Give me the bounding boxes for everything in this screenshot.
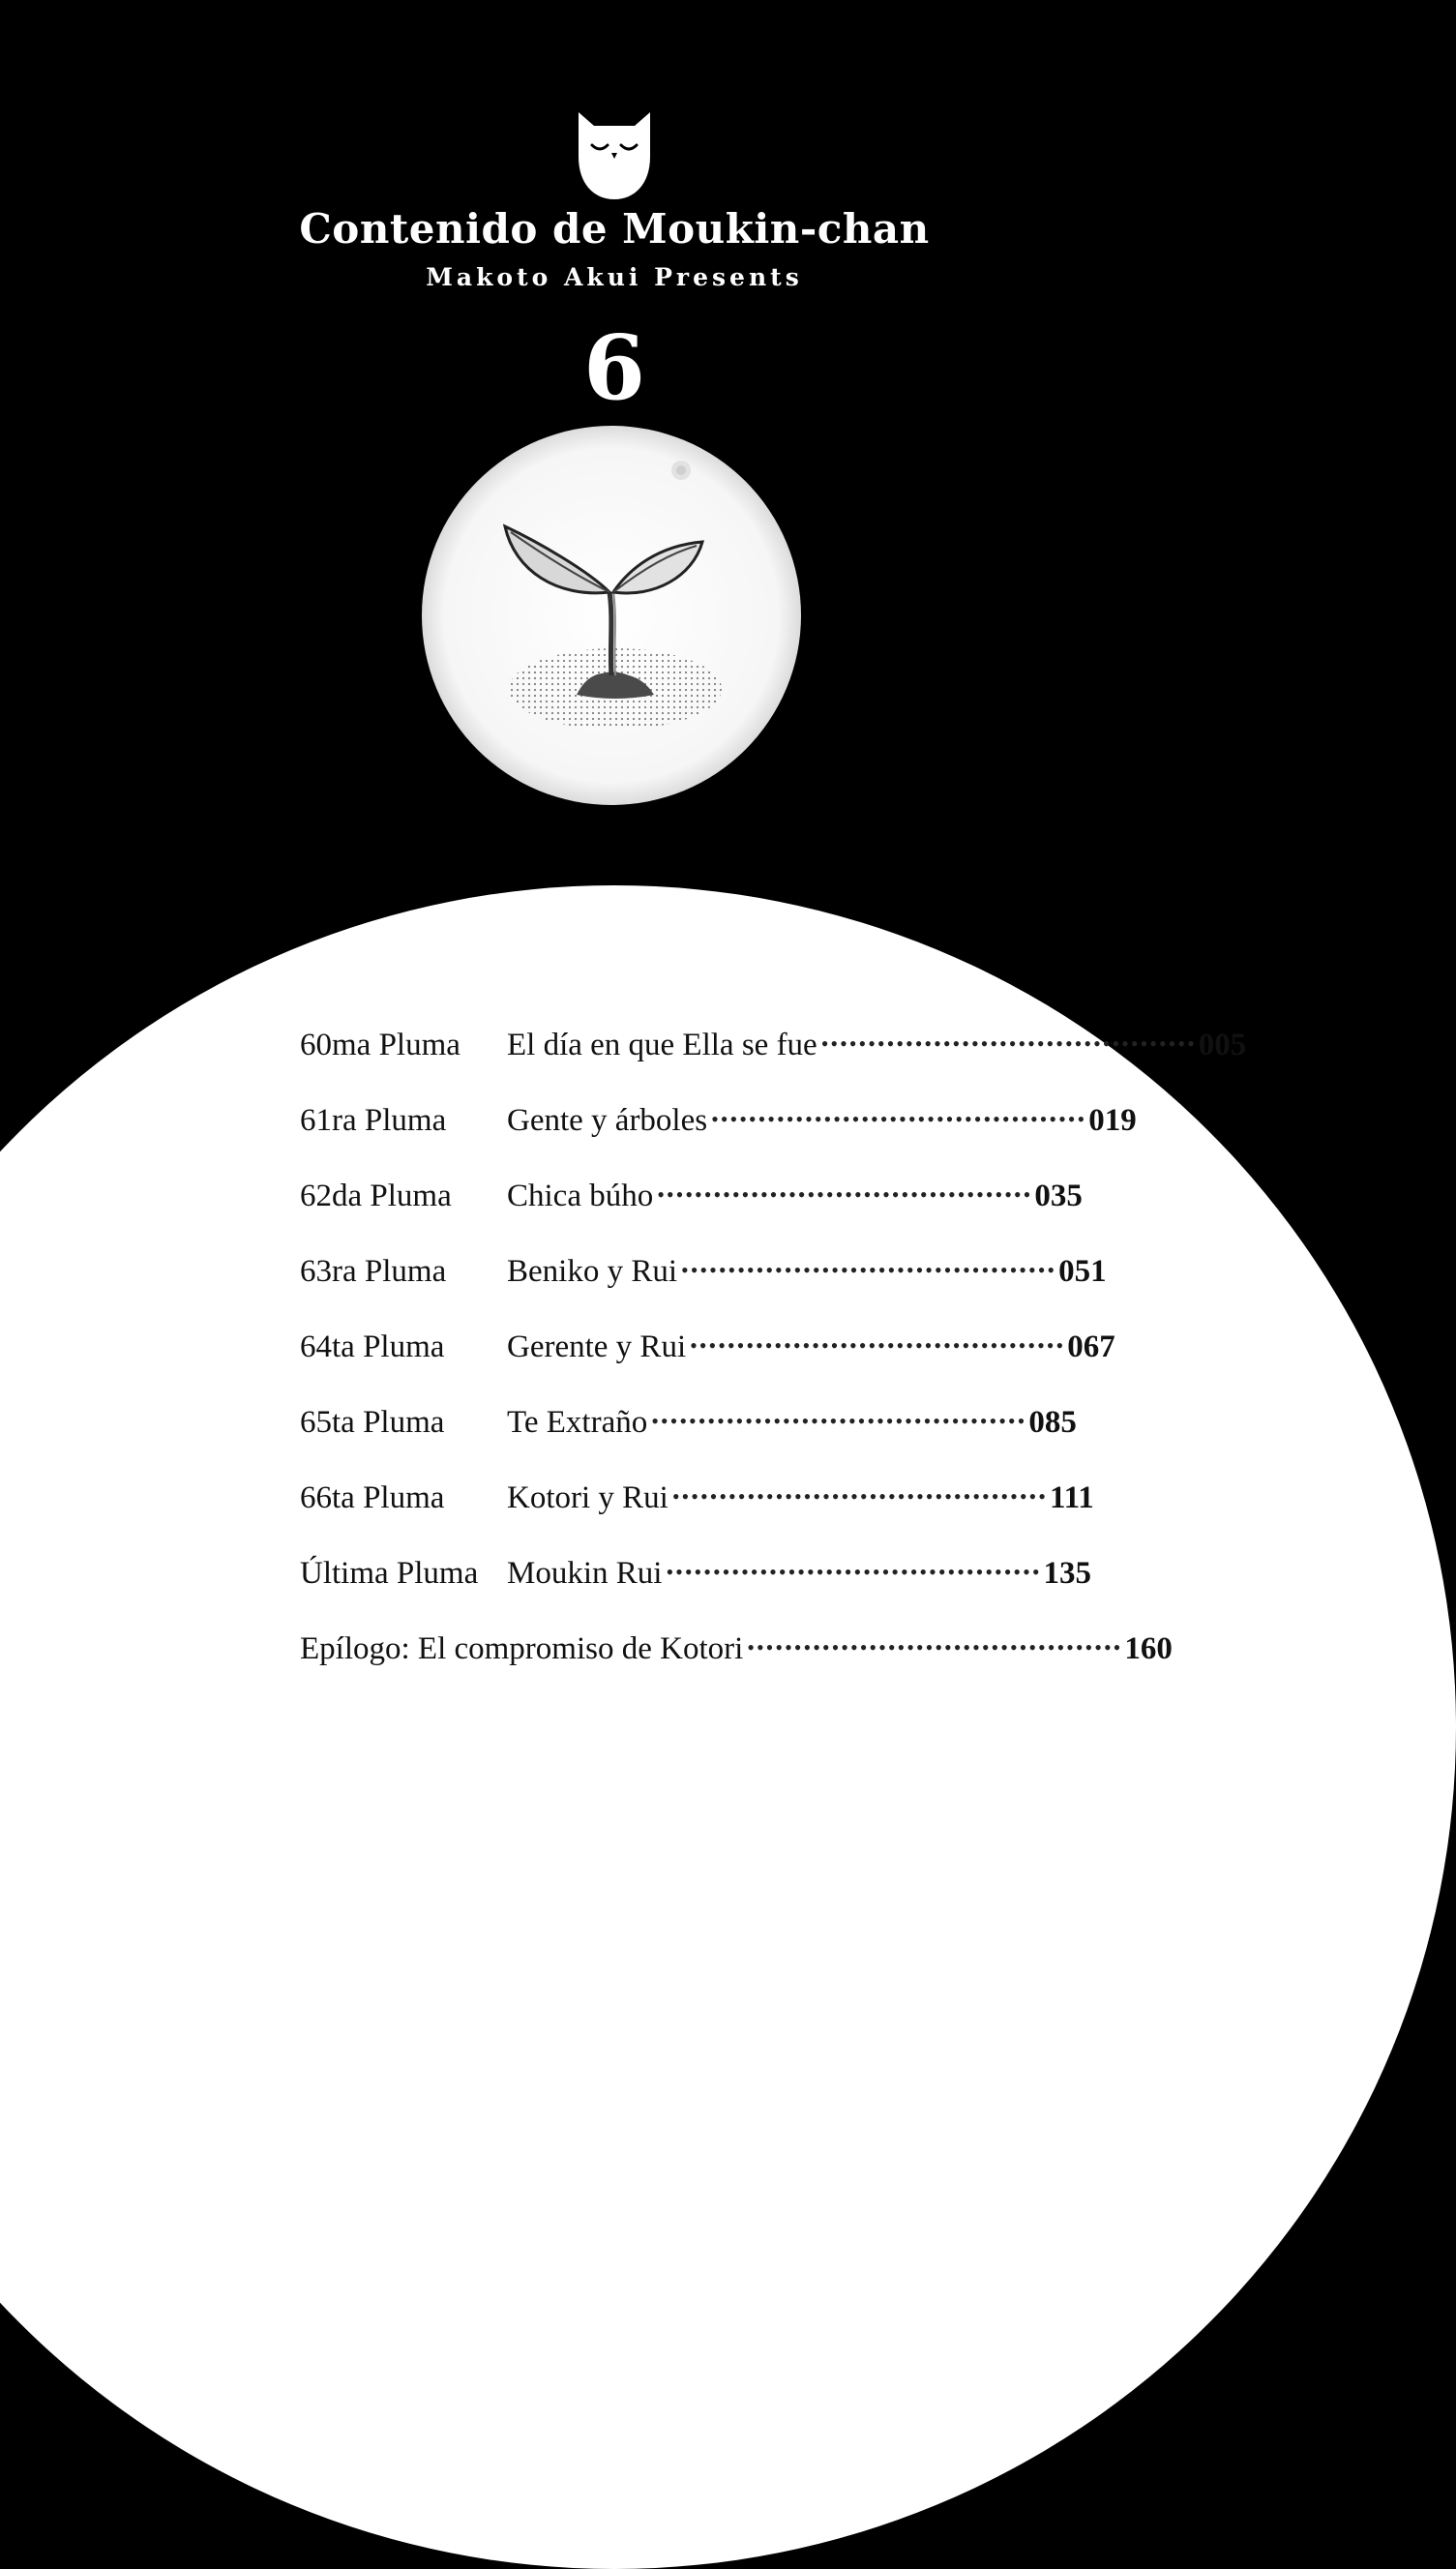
chapter-number: 66ta Pluma xyxy=(300,1480,445,1515)
author-credit: Makoto Akui Presents xyxy=(426,263,803,291)
chapter-number: 61ra Pluma xyxy=(300,1103,447,1138)
chapter-title: El día en que Ella se fue xyxy=(507,1028,817,1062)
leader-dots: •••••••••••••••••••••••••••••••••••••••• xyxy=(681,1258,1057,1282)
chapter-title: Gente y árboles xyxy=(507,1103,708,1138)
leader-dots: •••••••••••••••••••••••••••••••••••••••• xyxy=(747,1635,1123,1659)
volume-number: 6 xyxy=(582,315,645,420)
chapter-number: 63ra Pluma xyxy=(300,1254,447,1289)
chapter-title: Beniko y Rui xyxy=(507,1254,678,1289)
table-of-contents xyxy=(300,1028,1247,1707)
leader-dots: •••••••••••••••••••••••••••••••••••••••• xyxy=(820,1031,1197,1056)
page-number: 085 xyxy=(1028,1405,1077,1440)
chapter-number: 62da Pluma xyxy=(300,1179,452,1213)
page-number: 067 xyxy=(1067,1329,1115,1364)
chapter-title: Chica búho xyxy=(507,1179,654,1213)
chapter-title: Kotori y Rui xyxy=(507,1480,669,1515)
toc-entry-epilogue[interactable] xyxy=(300,1631,1173,1707)
chapter-number: 65ta Pluma xyxy=(300,1405,445,1440)
page-number: 005 xyxy=(1198,1028,1247,1062)
page-title: Contenido de Moukin-chan xyxy=(299,205,930,253)
leader-dots: •••••••••••••••••••••••••••••••••••••••• xyxy=(711,1107,1087,1131)
toc-entry[interactable] xyxy=(300,1028,1247,1103)
toc-entry[interactable] xyxy=(300,1480,1094,1556)
page-number: 051 xyxy=(1058,1254,1107,1289)
page-number: 019 xyxy=(1088,1103,1137,1138)
chapter-number: Última Pluma xyxy=(300,1556,479,1591)
leader-dots: •••••••••••••••••••••••••••••••••••••••• xyxy=(666,1560,1042,1584)
leader-dots: •••••••••••••••••••••••••••••••••••••••• xyxy=(657,1182,1033,1207)
chapter-title: Epílogo: El compromiso de Kotori xyxy=(300,1631,744,1666)
toc-entry[interactable] xyxy=(300,1405,1077,1480)
owl-icon xyxy=(573,108,656,201)
page-number: 035 xyxy=(1034,1179,1083,1213)
toc-entry[interactable] xyxy=(300,1329,1115,1405)
toc-entry[interactable] xyxy=(300,1254,1107,1329)
chapter-number: 64ta Pluma xyxy=(300,1329,445,1364)
chapter-title: Te Extraño xyxy=(507,1405,648,1440)
chapter-title: Moukin Rui xyxy=(507,1556,663,1591)
chapter-number: 60ma Pluma xyxy=(300,1028,461,1062)
page-number: 160 xyxy=(1124,1631,1173,1666)
page-number: 135 xyxy=(1043,1556,1092,1591)
toc-entry[interactable] xyxy=(300,1103,1137,1179)
chapter-title: Gerente y Rui xyxy=(507,1329,687,1364)
moon-sprout-illustration xyxy=(422,426,801,805)
leader-dots: •••••••••••••••••••••••••••••••••••••••• xyxy=(651,1409,1027,1433)
toc-entry[interactable] xyxy=(300,1179,1083,1254)
leader-dots: •••••••••••••••••••••••••••••••••••••••• xyxy=(671,1484,1048,1509)
leader-dots: •••••••••••••••••••••••••••••••••••••••• xyxy=(690,1333,1066,1358)
toc-entry[interactable] xyxy=(300,1556,1092,1631)
page-number: 111 xyxy=(1049,1480,1094,1515)
